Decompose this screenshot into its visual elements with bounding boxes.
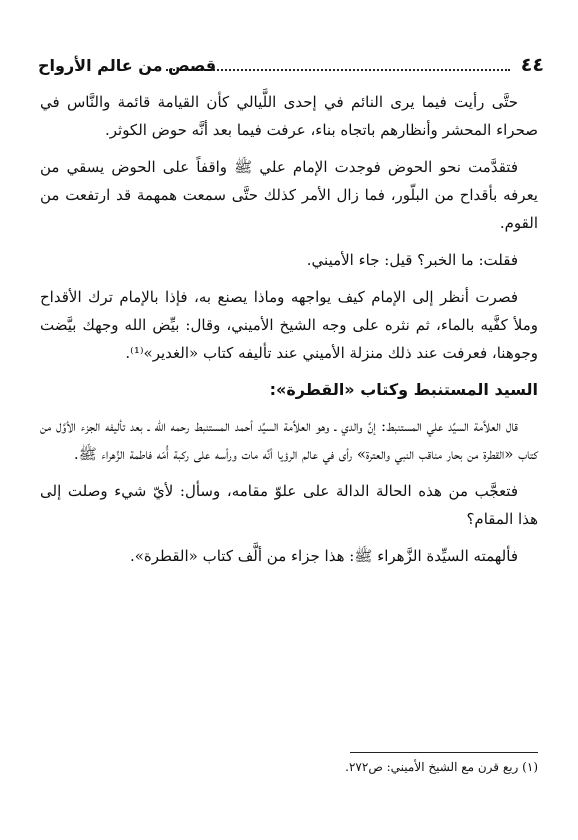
page-number: ٤٤ (520, 54, 544, 76)
paragraph-wonder: فتعجَّب من هذه الحالة الدالة على علوّ مقامه، وسأل: لأيّ شيء وصلت إلى هذا المقام؟ (40, 482, 538, 528)
page-header (38, 54, 544, 82)
footnote: (١) ربع قرن مع الشيخ الأميني: ص٢٧٢. (345, 760, 538, 774)
paragraph-answer: فألهمته السيِّدة الزَّهراء ﷺ: هذا جزاء من ألَّف كتاب «القطرة». (129, 547, 518, 565)
section-heading: السيد المستنبط وكتاب «القطرة»: (269, 380, 538, 399)
main-text (40, 88, 538, 579)
paragraph-mustanbit: قال العلاَّمة السيِّد علي المستنبط: إنَّ والدي ـ وهو العلاَّمة السيِّد أحمد المستنبط رحمه الله ـ بعد تأليفه الجزء الأوَّل من كتاب «القطرة من بحار مناقب النبي والعترة» رأى في عالم الرؤيا أنَّه مات ورأسه على ركبة أُمّه فاطمة الزَّهراء ﷺ. (40, 417, 538, 463)
paragraph-dream: حتَّى رأيت فيما يرى النائم في إحدى اللَّيالي كأن القيامة قائمة والنَّاس في صحراء المحشر وأنظارهم باتجاه بناء، عرفت فيما بعد أنَّه حوض الكوثر. (40, 93, 538, 139)
paragraph-question: فقلت: ما الخبر؟ قيل: جاء الأميني. (306, 251, 518, 269)
paragraph-al-amini: فصرت أنظر إلى الإمام كيف يواجهه وماذا يصنع به، فإذا بالإمام ترك الأقداح وملأ كفَّيه بالماء، ثم نثره على وجه الشيخ الأميني، وقال: بيِّض الله وجهك بيَّضت وجوهنا، فعرفت عند ذلك منزلة الأميني عند تأليفه كتاب «الغدير»⁽¹⁾. (40, 288, 538, 362)
footnote-divider (350, 752, 538, 753)
header-dot-leader (166, 69, 510, 71)
running-title: قصص من عالم الأرواح (38, 56, 217, 75)
paragraph-imam-at-pool: فتقدَّمت نحو الحوض فوجدت الإمام علي ﷺ واقفاً على الحوض يسقي من يعرفه بأقداح من البلّور، فما زال الأمر كذلك حتَّى سمعت همهمة قد ارتفعت من القوم. (40, 158, 538, 232)
